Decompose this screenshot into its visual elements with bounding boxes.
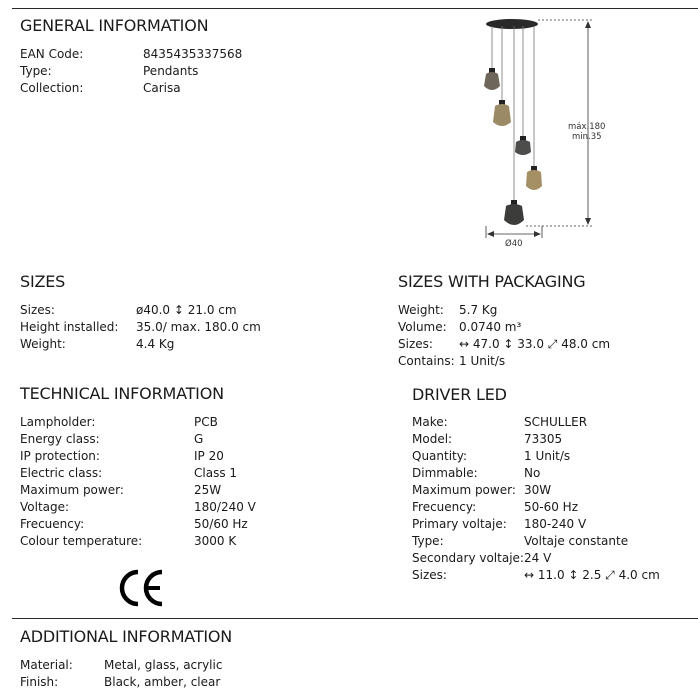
value: 35.0/ max. 180.0 cm — [136, 320, 261, 334]
label: Collection: — [20, 81, 84, 95]
driver-led-heading: DRIVER LED — [412, 385, 507, 404]
additional-divider — [12, 618, 698, 619]
label: Voltage: — [20, 500, 70, 514]
label: Colour temperature: — [20, 534, 143, 548]
label: EAN Code: — [20, 47, 84, 61]
label: Electric class: — [20, 466, 103, 480]
label: Weight: — [398, 303, 444, 317]
ceiling-canopy — [486, 19, 538, 29]
label: Lampholder: — [20, 415, 96, 429]
label: Frecuency: — [412, 500, 477, 514]
additional-information-heading: ADDITIONAL INFORMATION — [20, 627, 233, 646]
label: Maximum power: — [20, 483, 124, 497]
label: Make: — [412, 415, 448, 429]
value: Pendants — [143, 64, 199, 78]
label: Maximum power: — [412, 483, 516, 497]
value: 8435435337568 — [143, 47, 243, 61]
value: Class 1 — [194, 466, 238, 480]
label: Frecuency: — [20, 517, 85, 531]
value: 50/60 Hz — [194, 517, 248, 531]
value: 180-240 V — [524, 517, 587, 531]
pendant-shades — [484, 68, 542, 225]
label: Sizes: — [398, 337, 433, 351]
label: Type: — [20, 64, 52, 78]
label: Energy class: — [20, 432, 100, 446]
label: Material: — [20, 658, 73, 672]
value: SCHULLER — [524, 415, 588, 429]
value: ↔ 47.0 ↕ 33.0 ⤢ 48.0 cm — [459, 337, 611, 351]
label: Volume: — [398, 320, 447, 334]
ce-mark-icon — [118, 568, 166, 608]
value: 180/240 V — [194, 500, 256, 514]
label: Finish: — [20, 675, 59, 689]
label: Primary voltaje: — [412, 517, 507, 531]
value: 24 V — [524, 551, 552, 565]
technical-information-heading: TECHNICAL INFORMATION — [20, 384, 224, 403]
label: Height installed: — [20, 320, 119, 334]
label: IP protection: — [20, 449, 100, 463]
value: Voltaje constante — [524, 534, 629, 548]
value: G — [194, 432, 204, 446]
value: 5.7 Kg — [459, 303, 498, 317]
label: Sizes: — [20, 303, 55, 317]
value: ↔ 11.0 ↕ 2.5 ⤢ 4.0 cm — [524, 568, 660, 582]
product-dimension-diagram — [468, 14, 618, 246]
value: Black, amber, clear — [104, 675, 221, 689]
value: 30W — [524, 483, 552, 497]
label: Contains: — [398, 354, 455, 368]
sizes-heading: SIZES — [20, 272, 66, 291]
value: 25W — [194, 483, 222, 497]
diameter-label: Ø40 — [505, 239, 523, 246]
height-max-label: máx.180 — [568, 122, 606, 132]
value: No — [524, 466, 541, 480]
value: 4.4 Kg — [136, 337, 175, 351]
value: IP 20 — [194, 449, 224, 463]
general-information-heading: GENERAL INFORMATION — [20, 16, 209, 35]
label: Secondary voltaje: — [412, 551, 524, 565]
value: Carisa — [143, 81, 181, 95]
value: 0.0740 m³ — [459, 320, 522, 334]
top-divider — [12, 8, 698, 9]
value: PCB — [194, 415, 218, 429]
value: 3000 K — [194, 534, 237, 548]
value: 1 Unit/s — [459, 354, 506, 368]
sizes-with-packaging-heading: SIZES WITH PACKAGING — [398, 272, 586, 291]
label: Dimmable: — [412, 466, 478, 480]
value: 73305 — [524, 432, 563, 446]
value: 1 Unit/s — [524, 449, 571, 463]
label: Sizes: — [412, 568, 447, 582]
label: Weight: — [20, 337, 66, 351]
value: ø40.0 ↕ 21.0 cm — [136, 303, 237, 317]
value: Metal, glass, acrylic — [104, 658, 223, 672]
height-min-label: min.35 — [572, 132, 602, 142]
label: Model: — [412, 432, 453, 446]
label: Type: — [412, 534, 444, 548]
label: Quantity: — [412, 449, 468, 463]
value: 50-60 Hz — [524, 500, 579, 514]
